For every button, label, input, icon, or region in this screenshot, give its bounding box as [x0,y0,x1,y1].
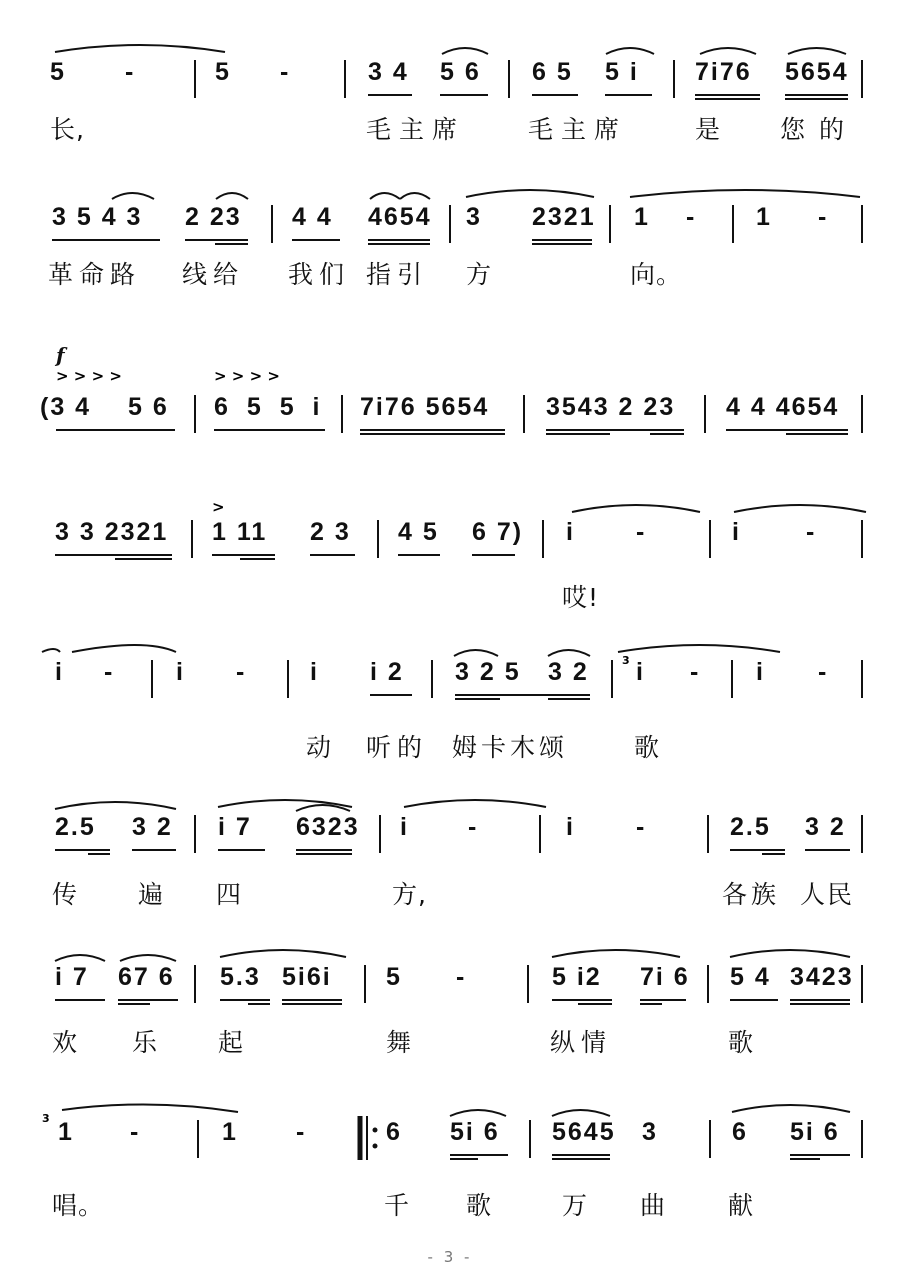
lyric: 传 [52,880,79,909]
note-group: 2321 [532,203,596,231]
lyric: 歌 [634,733,661,762]
note-group: 3 2 [548,658,589,686]
note-group: i [55,658,64,686]
note-group: i [636,658,645,686]
lyric: 长, [50,115,85,144]
note-group: i 7 [55,963,89,991]
notation-line [0,40,900,100]
lyric: 向。 [630,260,683,289]
lyric: 曲 [640,1191,667,1220]
note-group: 5 [215,58,231,86]
lyric: 毛主席 [366,115,466,144]
note-group: 3 5 4 3 [52,203,143,231]
note-group: - [468,813,479,841]
note-group: i 7 [218,813,252,841]
note-group: 3 3 2321 [55,518,169,546]
lyric: 纵情 [550,1028,613,1057]
lyric-line [0,728,900,762]
lyric: 哎! [562,583,600,612]
notation-line [0,185,900,245]
note-group: - [818,203,829,231]
note-group: - [280,58,291,86]
note-group: 7i76 5654 [360,393,490,421]
lyric: 欢 [52,1028,79,1057]
lyric: 方 [466,260,493,289]
note-group: 5 [386,963,402,991]
note-group: - [636,813,647,841]
lyric-line [0,875,900,909]
note-group: 5645 [552,1118,616,1146]
note-group: 5 i [605,58,639,86]
note-group: 3 2 5 [455,658,521,686]
lyric: 各族 [722,880,781,909]
note-group: 5.3 [220,963,261,991]
note-group: - [686,203,697,231]
note-group: - [456,963,467,991]
note-group: - [806,518,817,546]
note-group: i [732,518,741,546]
note-group: 3 [642,1118,658,1146]
note-group: 4654 [368,203,432,231]
note-group: 4 5 [398,518,439,546]
lyric: 歌 [466,1191,493,1220]
note-group: 2 23 [185,203,242,231]
note-group: 5 6 [128,393,169,421]
notation-line [0,367,900,435]
lyric: 是 [695,115,722,144]
note-group: 2 3 [310,518,351,546]
note-group: 3 2 [805,813,846,841]
lyric: 姆卡木颂 [452,733,569,762]
lyric: 遍 [138,880,165,909]
lyric: 四 [216,880,243,909]
notation-line [0,945,900,1005]
note-group: 5i 6 [450,1118,500,1146]
note-group: (3 4 [40,393,92,421]
note-group: 5i 6 [790,1118,840,1146]
lyric: 听的 [366,733,429,762]
note-group: 67 6 [118,963,175,991]
lyric: 唱。 [52,1191,105,1220]
note-group: 1 11 [212,518,268,546]
note-group: - [636,518,647,546]
page-number: - 3 - [427,1248,473,1266]
note-group: - [130,1118,141,1146]
notation-line [0,1100,900,1160]
note-group: 5 4 [730,963,771,991]
note-group: 5 i2 [552,963,602,991]
note-group: 6 5 5 i [214,393,326,421]
note-group: 1 [634,203,650,231]
note-group: 2.5 [55,813,96,841]
note-group: 5654 [785,58,849,86]
lyric-line [0,578,900,612]
note-group: 7i 6 [640,963,690,991]
svg-text:> > > >: > > > > [56,367,122,385]
note-group: 5 [50,58,66,86]
lyric: 革命路 [48,260,142,289]
note-group: i 2 [370,658,404,686]
note-group: i [310,658,319,686]
note-group: i [566,518,575,546]
notation-line [0,640,900,700]
note-group: - [690,658,701,686]
note-group: 5i6i [282,963,332,991]
lyric: 毛主席 [528,115,628,144]
note-group: 3 [466,203,482,231]
note-group: 7i76 [695,58,752,86]
note-group: 6 7) [472,518,524,546]
note-group: 1 [58,1118,74,1146]
notation-line [0,795,900,855]
note-group: 5 6 [440,58,481,86]
lyric: 您的 [780,115,859,144]
lyric: 方, [392,880,427,909]
note-group: - [296,1118,307,1146]
notation-line [0,500,900,560]
note-group: 6 5 [532,58,573,86]
staff-marks [0,640,900,700]
lyric-line [0,110,900,144]
svg-text:>: > [212,498,225,516]
lyric: 起 [218,1028,245,1057]
lyric: 我们 [288,260,351,289]
lyric-line [0,1023,900,1057]
lyric: 万 [562,1191,589,1220]
note-group: - [125,58,136,86]
note-group: - [236,658,247,686]
note-group: 3543 2 23 [546,393,676,421]
note-group: 3 4 [368,58,409,86]
lyric: 歌 [728,1028,755,1057]
note-group: - [818,658,829,686]
lyric: 指引 [366,260,429,289]
note-group: 4 4 [292,203,333,231]
lyric-line [0,255,900,289]
lyric: 千 [384,1191,411,1220]
note-group: i [566,813,575,841]
note-group: 3 2 [132,813,173,841]
svg-text:3: 3 [622,654,630,667]
note-group: 6 [732,1118,748,1146]
lyric-line [0,1186,900,1220]
note-group: 1 [222,1118,238,1146]
svg-text:> > > >: > > > > [214,367,280,385]
dynamic-marking: f [56,343,65,367]
lyric: 动 [306,733,333,762]
note-group: i [756,658,765,686]
note-group: 1 [756,203,772,231]
lyric: 献 [728,1191,755,1220]
note-group: i [400,813,409,841]
note-group: 3423 [790,963,854,991]
note-group: 2.5 [730,813,771,841]
lyric: 乐 [132,1028,159,1057]
note-group: 6 [386,1118,402,1146]
lyric: 舞 [386,1028,413,1057]
note-group: 6323 [296,813,360,841]
note-group: 4 4 4654 [726,393,840,421]
note-group: i [176,658,185,686]
svg-text:3: 3 [42,1112,50,1125]
lyric: 线给 [182,260,245,289]
note-group: - [104,658,115,686]
lyric: 人民 [800,880,855,909]
